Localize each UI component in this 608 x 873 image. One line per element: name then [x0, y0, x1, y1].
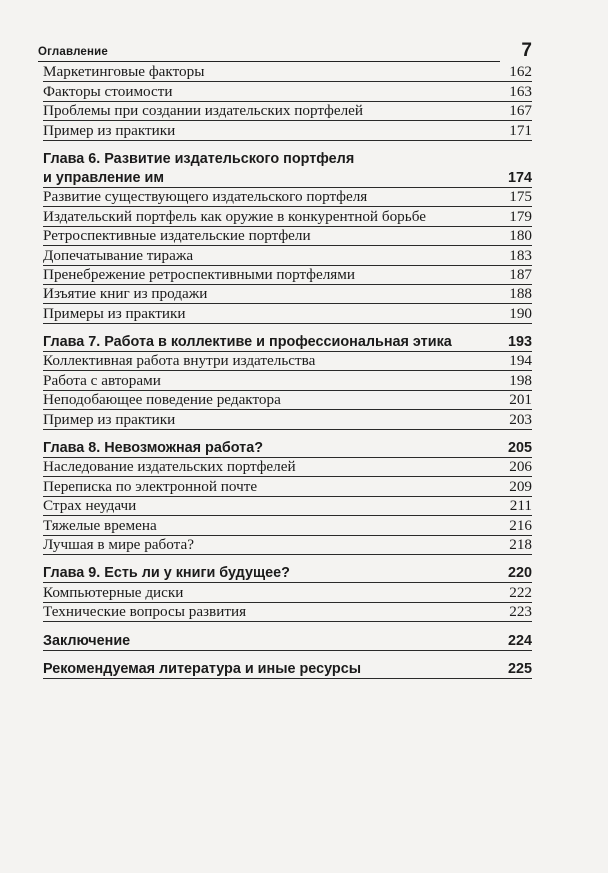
toc-entry-title: Маркетинговые факторы: [43, 63, 205, 81]
toc-entry-title: Факторы стоимости: [43, 82, 173, 100]
toc-entry-page: 211: [509, 497, 532, 515]
literature-page: 225: [507, 660, 532, 677]
toc-entry[interactable]: [43, 246, 532, 265]
literature-title: Рекомендуемая литература и иные ресурсы: [43, 660, 362, 677]
chapter-9-title: Глава 9. Есть ли у книги будущее?: [43, 565, 290, 582]
toc-entry-title: Пренебрежение ретроспективными портфелями: [43, 265, 356, 283]
toc-entry-page: 162: [509, 63, 532, 81]
toc-entry-page: 167: [509, 102, 532, 120]
toc-entry[interactable]: [43, 352, 532, 371]
literature-heading[interactable]: [43, 660, 532, 679]
toc-entry[interactable]: [43, 371, 532, 390]
toc-entry-title: Развитие существующего издательского портфеля: [43, 188, 368, 206]
chapter-6-heading[interactable]: [43, 169, 532, 188]
chapter-6-title-line2: и управление им: [43, 169, 164, 186]
toc-entry-page: 179: [509, 207, 532, 225]
chapter-8-heading[interactable]: [43, 439, 532, 458]
toc-entry[interactable]: [43, 121, 532, 140]
toc-entry[interactable]: [43, 207, 532, 226]
toc-entry-page: 209: [509, 477, 532, 495]
toc-entry-title: Компьютерные диски: [43, 583, 184, 601]
toc-entry-title: Издательский портфель как оружие в конкурентной борьбе: [43, 207, 426, 225]
conclusion-title: Заключение: [43, 632, 131, 649]
toc-entry-title: Допечатывание тиража: [43, 246, 194, 264]
toc-entry-title: Проблемы при создании издательских портфелей: [43, 102, 364, 120]
chapter-6-title-line1[interactable]: Глава 6. Развитие издательского портфеля: [43, 150, 355, 167]
toc-entry-page: 188: [509, 285, 532, 303]
toc-entry[interactable]: [43, 304, 532, 323]
chapter-7-block: [43, 333, 532, 430]
toc-entry-page: 190: [509, 304, 532, 322]
toc-entry-title: Лучшая в мире работа?: [43, 535, 194, 553]
chapter-7-title: Глава 7. Работа в коллективе и профессиональная этика: [43, 334, 452, 351]
conclusion-block: [43, 631, 532, 650]
toc-entry[interactable]: [43, 603, 532, 622]
toc-entry-title: Переписка по электронной почте: [43, 477, 258, 495]
toc-entry-page: 218: [509, 535, 532, 553]
conclusion-heading[interactable]: [43, 631, 532, 650]
toc-entry-page: 206: [509, 458, 532, 476]
toc-entry[interactable]: [43, 536, 532, 555]
toc-entry-page: 187: [509, 265, 532, 283]
chapter-8-page: 205: [507, 440, 532, 457]
toc-entry-title: Коллективная работа внутри издательства: [43, 352, 316, 370]
toc-entry[interactable]: [43, 227, 532, 246]
toc-entry-page: 216: [509, 516, 532, 534]
literature-block: [43, 660, 532, 679]
toc-entry-page: 203: [509, 410, 532, 428]
toc-entry-page: 171: [509, 121, 532, 139]
chapter-8-block: [43, 439, 532, 555]
chapter-9-heading[interactable]: [43, 564, 532, 583]
toc-entry-title: Технические вопросы развития: [43, 603, 247, 621]
toc-entry-page: 223: [509, 603, 532, 621]
toc-entry-title: Примеры из практики: [43, 304, 186, 322]
toc-entry-title: Пример из практики: [43, 410, 176, 428]
toc-entry-title: Тяжелые времена: [43, 516, 157, 534]
page-number: 7: [521, 40, 532, 61]
toc-entry[interactable]: [43, 188, 532, 207]
toc-entry-page: 194: [509, 352, 532, 370]
running-head: [38, 42, 532, 62]
toc-entry[interactable]: [43, 102, 532, 121]
toc-entry-title: Работа с авторами: [43, 371, 161, 389]
toc-entry-page: 201: [509, 391, 532, 409]
toc-entry[interactable]: [43, 516, 532, 535]
toc-entry-title: Страх неудачи: [43, 497, 137, 515]
chapter-7-page: 193: [507, 334, 532, 351]
toc-entry[interactable]: [43, 477, 532, 496]
toc-entry-title: Наследование издательских портфелей: [43, 458, 296, 476]
toc-entry-page: 222: [509, 583, 532, 601]
chapter-7-heading[interactable]: [43, 333, 532, 352]
toc-entry-title: Пример из практики: [43, 121, 176, 139]
toc-entry-title: Неподобающее поведение редактора: [43, 391, 281, 409]
toc-entry[interactable]: [43, 458, 532, 477]
running-head-title: Оглавление: [38, 46, 109, 58]
table-of-contents: [43, 63, 532, 679]
toc-entry[interactable]: [43, 266, 532, 285]
toc-entry[interactable]: [43, 82, 532, 101]
chapter-9-page: 220: [507, 565, 532, 582]
conclusion-page: 224: [507, 632, 532, 649]
toc-entry-title: Ретроспективные издательские портфели: [43, 227, 311, 245]
chapter-6-page: 174: [507, 169, 532, 186]
chapter-9-block: [43, 564, 532, 622]
toc-entry-page: 175: [509, 188, 532, 206]
toc-entry[interactable]: [43, 497, 532, 516]
toc-entry-page: 183: [509, 246, 532, 264]
toc-entry-title: Изъятие книг из продажи: [43, 285, 208, 303]
toc-entry[interactable]: [43, 410, 532, 429]
toc-entry[interactable]: [43, 63, 532, 82]
chapter-8-title: Глава 8. Невозможная работа?: [43, 440, 263, 457]
toc-entry[interactable]: [43, 285, 532, 304]
chapter-6-block: [43, 150, 532, 324]
toc-entry-page: 163: [509, 82, 532, 100]
toc-entry[interactable]: [43, 583, 532, 602]
toc-entry-page: 198: [509, 371, 532, 389]
header-rule: [38, 61, 500, 62]
toc-entry-page: 180: [509, 227, 532, 245]
toc-entry[interactable]: [43, 391, 532, 410]
